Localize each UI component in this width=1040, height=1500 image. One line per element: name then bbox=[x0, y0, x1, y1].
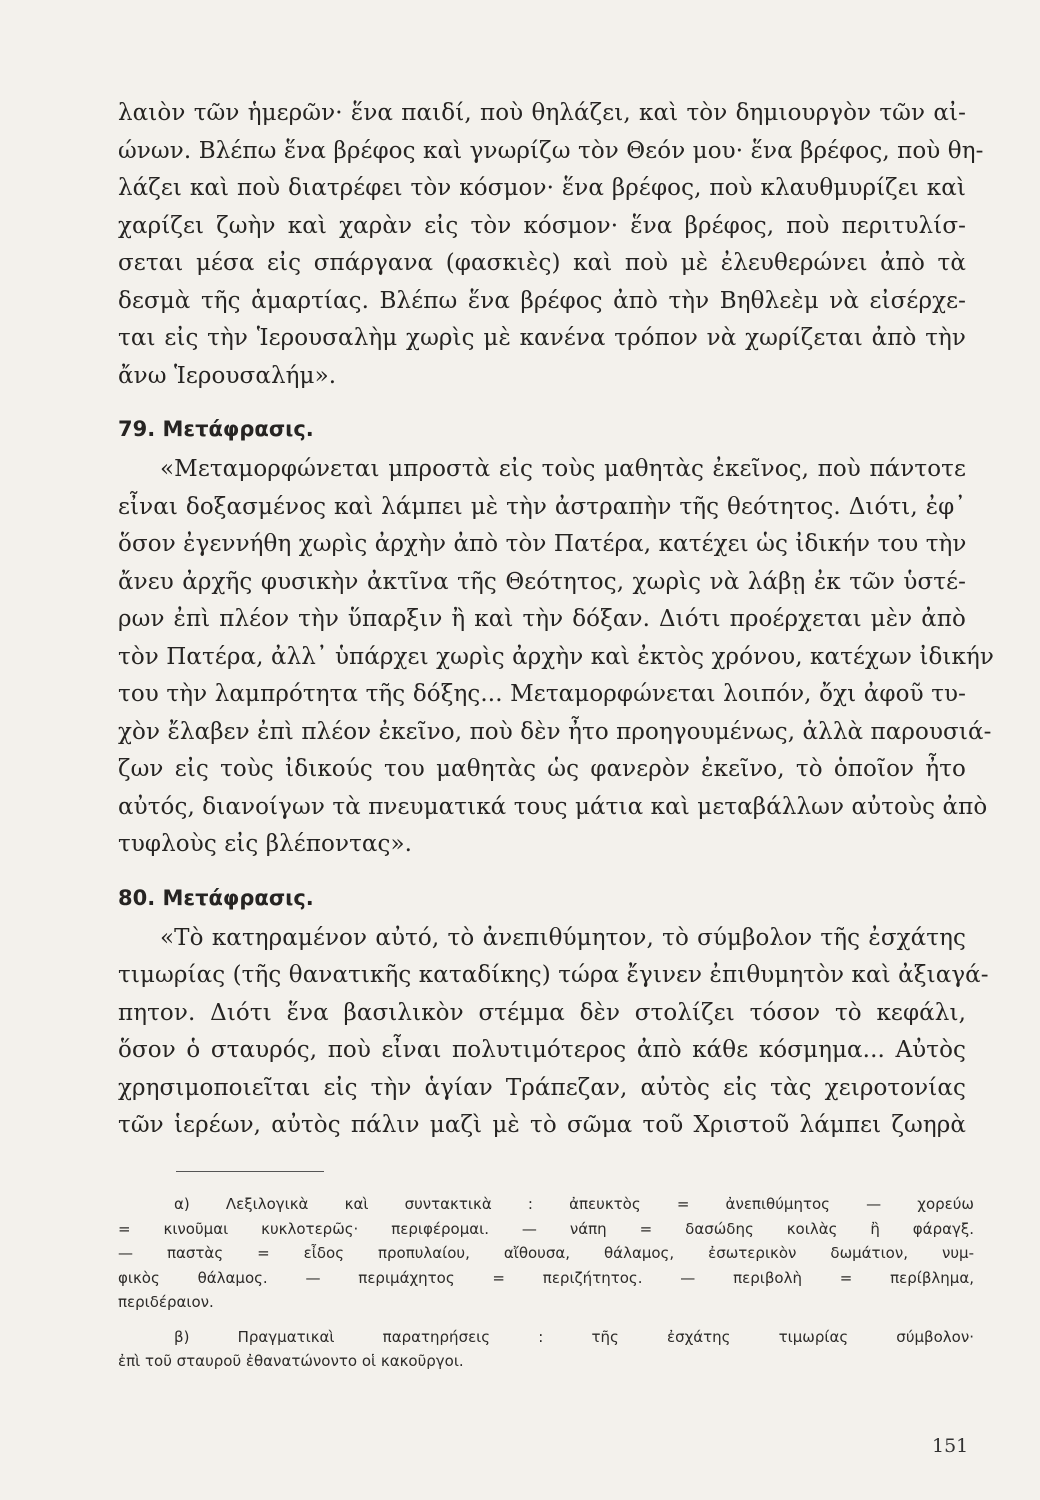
footnote-line: α) Λεξιλογικὰ καὶ συντακτικὰ : ἀπευκτὸς = ἀνεπιθύμητος — χορεύω bbox=[174, 1195, 974, 1213]
page-number: 151 bbox=[932, 1435, 969, 1457]
text-line: σεται μέσα εἰς σπάργανα (φασκιὲς) καὶ ποὺ μὲ ἐλευθερώνει ἀπὸ τὰ bbox=[118, 250, 966, 276]
footnote-line: φικὸς θάλαμος. — περιμάχητος = περιζήτητος. — περιβολὴ = περίβλημα, bbox=[118, 1268, 974, 1287]
text-line: ται εἰς τὴν Ἱερουσαλὴμ χωρὶς μὲ κανένα τρόπον νὰ χωρίζεται ἀπὸ τὴν bbox=[118, 325, 966, 351]
footnote-divider bbox=[176, 1171, 324, 1172]
text-line: ὅσον ἐγεννήθη χωρὶς ἀρχὴν ἀπὸ τὸν Πατέρα, κατέχει ὡς ἰδικήν του τὴν bbox=[118, 531, 967, 557]
footnote-a bbox=[118, 1192, 974, 1315]
text-line: χρησιμοποιεῖται εἰς τὴν ἁγίαν Τράπεζαν, αὐτὸς εἰς τὰς χειροτονίας bbox=[118, 1074, 966, 1101]
text-line: λάζει καὶ ποὺ διατρέφει τὸν κόσμον· ἕνα βρέφος, ποὺ κλαυθμυρίζει καὶ bbox=[118, 175, 966, 201]
text-line: αὐτός, διανοίγων τὰ πνευματικά τους μάτια καὶ μεταβάλλων αὐτοὺς ἀπὸ bbox=[118, 793, 988, 820]
footnote-line: — παστὰς = εἶδος προπυλαίου, αἴθουσα, θάλαμος, ἐσωτερικὸν δωμάτιον, νυμ- bbox=[118, 1244, 974, 1262]
footnote-line: ἐπὶ τοῦ σταυροῦ ἐθανατώνοντο οἱ κακοῦργοι. bbox=[118, 1352, 464, 1370]
section-heading-79: 79. Μετάφρασις. bbox=[118, 417, 314, 441]
text-line: ἄνω Ἱερουσαλήμ». bbox=[118, 362, 337, 389]
section-79-text bbox=[118, 451, 994, 864]
text-line: «Μεταμορφώνεται μπροστὰ εἰς τοὺς μαθητὰς ἐκεῖνος, ποὺ πάντοτε bbox=[160, 456, 966, 482]
text-line: τὸν Πατέρα, ἀλλ᾿ ὑπάρχει χωρὶς ἀρχὴν καὶ ἐκτὸς χρόνου, κατέχων ἰδικήν bbox=[118, 643, 994, 670]
text-line: ὅσον ὁ σταυρός, ποὺ εἶναι πολυτιμότερος ἀπὸ κάθε κόσμημα... Αὐτὸς bbox=[118, 1037, 966, 1063]
footnotes bbox=[118, 1192, 974, 1374]
main-text bbox=[118, 95, 994, 1145]
footnote-line: β) Πραγματικαὶ παρατηρήσεις : τῆς ἐσχάτης τιμωρίας σύμβολον· bbox=[174, 1327, 974, 1346]
text-line: «Τὸ κατηραμένον αὐτό, τὸ ἀνεπιθύμητον, τὸ σύμβολον τῆς ἐσχάτης bbox=[160, 924, 966, 951]
text-line: τυφλοὺς εἰς βλέποντας». bbox=[118, 831, 413, 857]
text-line: λαιὸν τῶν ἡμερῶν· ἕνα παιδί, ποὺ θηλάζει, καὶ τὸν δημιουργὸν τῶν αἰ- bbox=[118, 100, 966, 126]
text-line: εἶναι δοξασμένος καὶ λάμπει μὲ τὴν ἀστραπὴν τῆς θεότητος. Διότι, ἐφ᾿ bbox=[118, 493, 966, 520]
section-80-text bbox=[118, 920, 989, 1145]
text-line: χὸν ἔλαβεν ἐπὶ πλέον ἐκεῖνο, ποὺ δὲν ἦτο προηγουμένως, ἀλλὰ παρουσιά- bbox=[118, 718, 992, 745]
text-line: του τὴν λαμπρότητα τῆς δόξης... Μεταμορφώνεται λοιπόν, ὄχι ἀφοῦ τυ- bbox=[118, 681, 966, 707]
text-line: δεσμὰ τῆς ἁμαρτίας. Βλέπω ἕνα βρέφος ἀπὸ τὴν Βηθλεὲμ νὰ εἰσέρχε- bbox=[118, 287, 966, 314]
footnote-line: = κινοῦμαι κυκλοτερῶς· περιφέρομαι. — νάπη = δασώδης κοιλὰς ἢ φάραγξ. bbox=[118, 1219, 974, 1238]
text-line: τιμωρίας (τῆς θανατικῆς καταδίκης) τώρα ἔγινεν ἐπιθυμητὸν καὶ ἀξιαγά- bbox=[118, 962, 989, 988]
text-line: πητον. Διότι ἕνα βασιλικὸν στέμμα δὲν στολίζει τόσον τὸ κεφάλι, bbox=[118, 999, 966, 1026]
text-line: ζων εἰς τοὺς ἰδικούς του μαθητὰς ὡς φανερὸν ἐκεῖνο, τὸ ὁποῖον ἦτο bbox=[118, 756, 966, 782]
text-line: ἄνευ ἀρχῆς φυσικὴν ἀκτῖνα τῆς Θεότητος, χωρὶς νὰ λάβῃ ἐκ τῶν ὑστέ- bbox=[118, 568, 966, 595]
text-line: χαρίζει ζωὴν καὶ χαρὰν εἰς τὸν κόσμον· ἕνα βρέφος, ποὺ περιτυλίσ- bbox=[118, 212, 966, 239]
text-line: ρων ἐπὶ πλέον τὴν ὕπαρξιν ἢ καὶ τὴν δόξαν. Διότι προέρχεται μὲν ἀπὸ bbox=[118, 606, 966, 632]
paragraph-continued bbox=[118, 95, 984, 395]
footnote-line: περιδέραιον. bbox=[118, 1293, 214, 1311]
section-heading-80: 80. Μετάφρασις. bbox=[118, 885, 314, 910]
text-line: τῶν ἱερέων, αὐτὸς πάλιν μαζὶ μὲ τὸ σῶμα τοῦ Χριστοῦ λάμπει ζωηρὰ bbox=[118, 1112, 966, 1138]
footnote-b bbox=[118, 1325, 974, 1374]
text-line: ώνων. Βλέπω ἕνα βρέφος καὶ γνωρίζω τὸν Θεόν μου· ἕνα βρέφος, ποὺ θη- bbox=[118, 137, 984, 164]
